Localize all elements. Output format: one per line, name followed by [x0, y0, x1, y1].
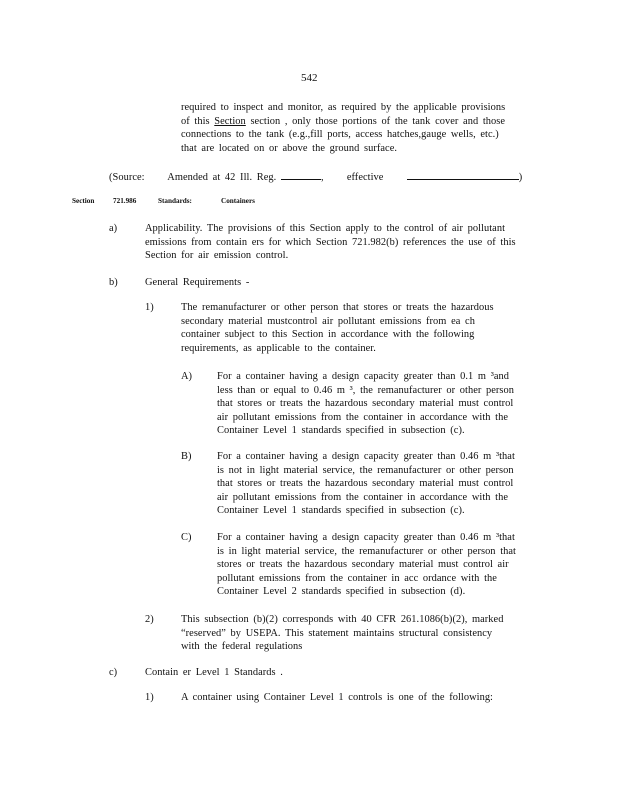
register-blank — [281, 170, 321, 180]
subsection-a-text — [145, 222, 545, 263]
source-open: (Source: — [109, 172, 145, 183]
effective-date-blank — [407, 170, 519, 180]
text-line: that stores or treats the hazardous secondary material must control — [217, 478, 514, 490]
text-line: container subject to this Section in accordance with the following — [181, 329, 475, 341]
text-line: secondary material mustcontrol air pollutant emissions from ea ch — [181, 315, 475, 327]
text-line: less than or equal to 0.46 m ³, the remanufacturer or other person — [217, 384, 515, 396]
text-line: Container Level 1 standards specified in subsection (c). — [217, 425, 465, 437]
section-title: Standards: — [158, 197, 192, 205]
paragraph-c1-marker: 1) — [145, 692, 154, 703]
text-line: pollutant emissions from the container in acc ordance with the — [217, 572, 497, 584]
subparagraph-A-text — [217, 370, 537, 438]
source-close: ) — [518, 172, 523, 183]
subsection-c-heading: Contain er Level 1 Standards . — [145, 667, 283, 678]
source-amended: Amended at 42 Ill. Reg. — [167, 172, 277, 183]
section-label: Section — [72, 197, 95, 205]
text-line: This subsection (b)(2) corresponds with 40 CFR 261.1086(b)(2), marked — [181, 614, 504, 625]
text-line: stores or treats the hazardous secondary material must control air — [217, 559, 509, 571]
text-line: For a container having a design capacity greater than 0.46 m ³that — [217, 532, 515, 543]
text-line: The remanufacturer or other person that stores or treats the hazardous — [181, 302, 494, 313]
subsection-a-marker: a) — [109, 223, 118, 234]
subsection-b-marker: b) — [109, 277, 118, 288]
section-subtitle: Containers — [221, 197, 255, 205]
underlined-insertion: Section — [214, 115, 246, 127]
text-line: requirements, as applicable to the container. — [181, 342, 376, 354]
text-line: Section for air emission control. — [145, 250, 289, 262]
subparagraph-B-text — [217, 450, 537, 518]
text-line — [181, 115, 541, 129]
subparagraph-B-marker: B) — [181, 451, 192, 462]
text-span: section , only those portions of the tank cover and those — [245, 115, 506, 127]
text-line: that stores or treats the hazardous secondary material must control — [217, 398, 514, 410]
text-line: Container Level 2 standards specified in subsection (d). — [217, 586, 466, 598]
subsection-c-marker: c) — [109, 667, 118, 678]
text-line: connections to the tank (e.g.,fill ports, access hatches,gauge wells, etc.) — [181, 129, 499, 141]
subparagraph-C-marker: C) — [181, 532, 192, 543]
text-line: air pollutant emissions from the container in accordance with the — [217, 491, 509, 503]
continuation-paragraph — [181, 101, 541, 155]
paragraph-b1-text — [181, 301, 541, 355]
paragraph-b1-marker: 1) — [145, 302, 154, 313]
text-line: air pollutant emissions from the container in accordance with the — [217, 411, 509, 423]
text-line: emissions from contain ers for which Section 721.982(b) references the use of this — [145, 236, 516, 248]
text-line: For a container having a design capacity greater than 0.1 m ³and — [217, 371, 510, 382]
text-span: of this — [181, 115, 210, 127]
text-line: Container Level 1 standards specified in subsection (c). — [217, 505, 465, 517]
section-number: 721.986 — [113, 197, 137, 205]
page-number: 542 — [301, 72, 318, 84]
source-note: (Source: Amended at 42 Ill. Reg. , effective ) — [109, 172, 523, 183]
subparagraph-A-marker: A) — [181, 371, 193, 382]
subsection-b-heading: General Requirements - — [145, 277, 250, 288]
text-line: required to inspect and monitor, as required by the applicable provisions — [181, 102, 506, 113]
text-line: that are located on or above the ground surface. — [181, 142, 398, 154]
paragraph-c1-text: A container using Container Level 1 controls is one of the following: — [181, 692, 493, 703]
text-line: “reserved” by USEPA. This statement maintains structural consistency — [181, 627, 493, 639]
text-line: is not in light material service, the remanufacturer or other person — [217, 464, 514, 476]
text-line: with the federal regulations — [181, 641, 303, 653]
text-line: For a container having a design capacity greater than 0.46 m ³that — [217, 451, 515, 462]
text-line: is in light material service, the remanufacturer or other person that — [217, 545, 516, 557]
source-effective: effective — [346, 172, 384, 183]
subparagraph-C-text — [217, 531, 537, 599]
text-line: Applicability. The provisions of this Section apply to the control of air pollutant — [145, 223, 506, 234]
paragraph-b2-text — [181, 613, 541, 654]
paragraph-b2-marker: 2) — [145, 614, 154, 625]
